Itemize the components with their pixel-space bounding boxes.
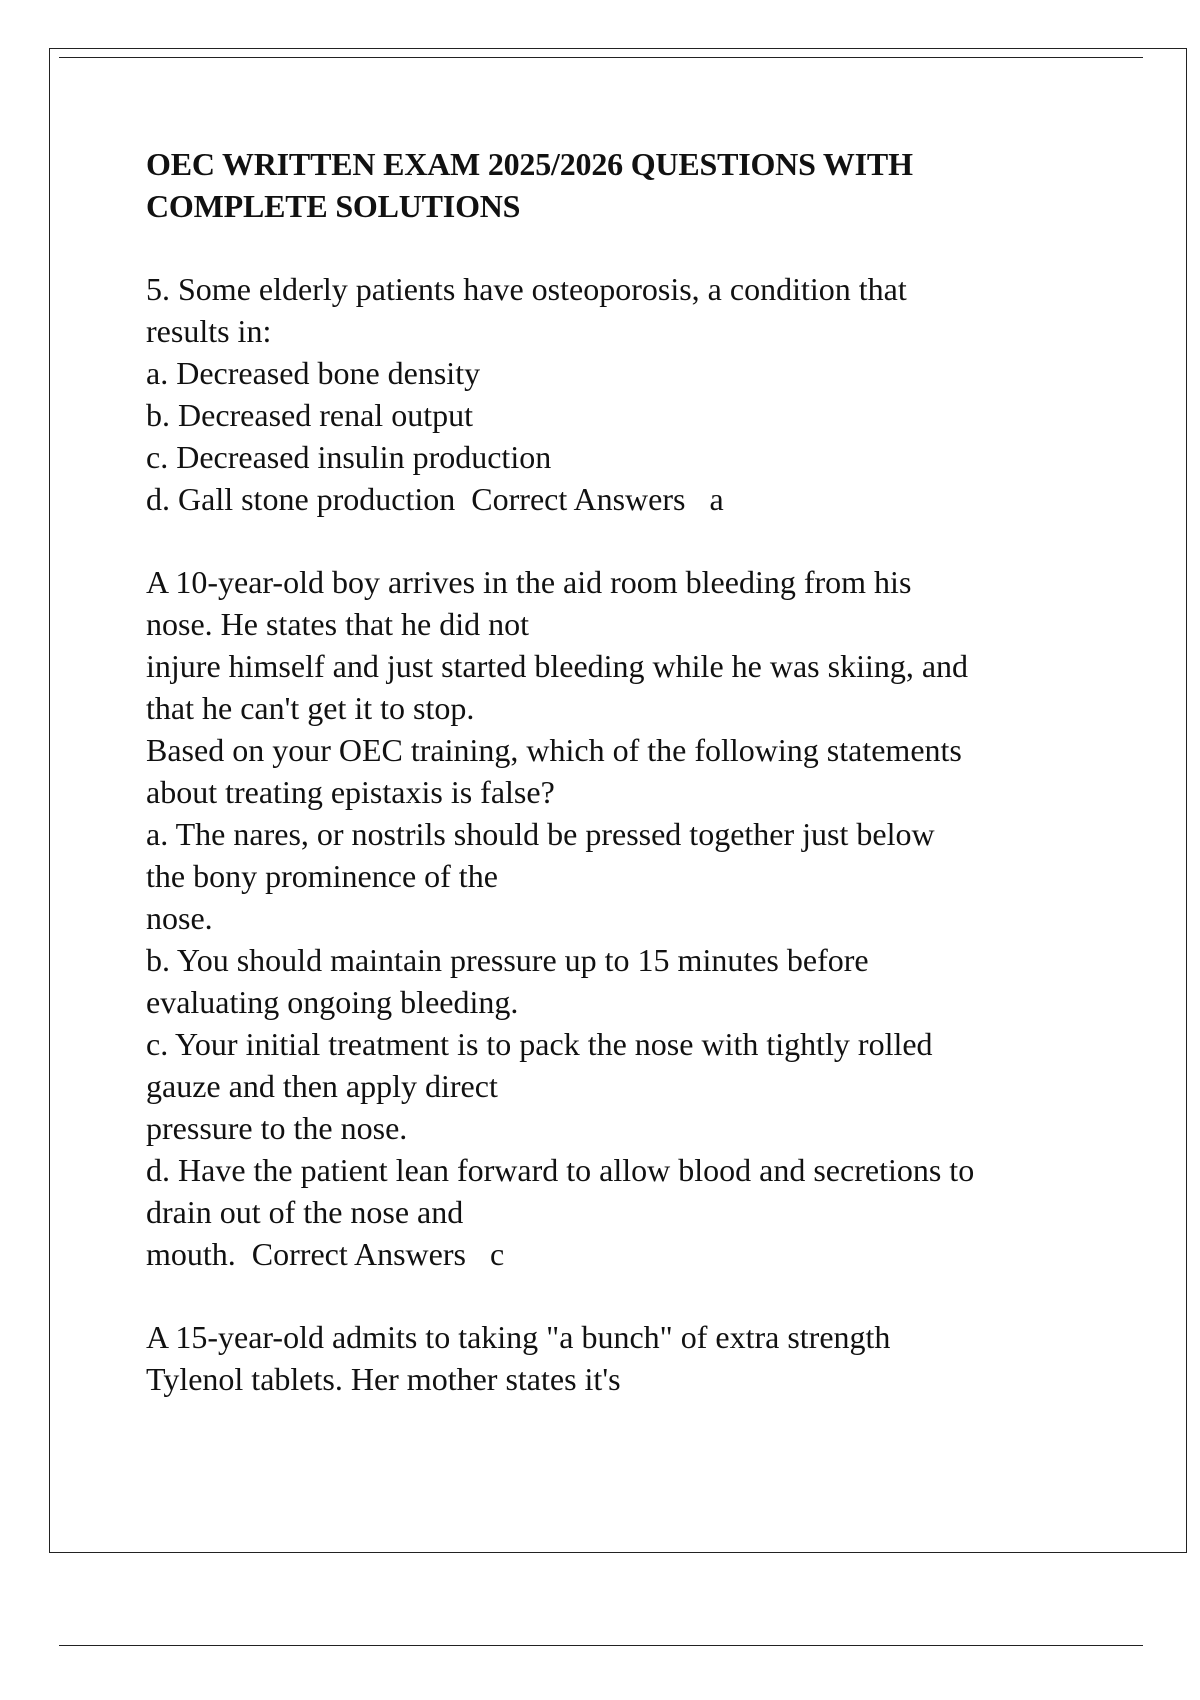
bottom-rule (59, 1645, 1143, 1646)
answer-option-a: the bony prominence of the (146, 858, 498, 894)
answer-option-a: nose. (146, 900, 213, 936)
answer-option-d: mouth. Correct Answers c (146, 1236, 505, 1272)
answer-option-a: a. The nares, or nostrils should be pressed together just below (146, 816, 935, 852)
document-content (146, 143, 1106, 1441)
answer-option-d: d. Gall stone production Correct Answers a (146, 481, 724, 517)
answer-option-b: b. Decreased renal output (146, 397, 473, 433)
answer-option-c: gauze and then apply direct (146, 1068, 498, 1104)
question-line: that he can't get it to stop. (146, 690, 475, 726)
answer-option-d: d. Have the patient lean forward to allow blood and secretions to (146, 1152, 975, 1188)
answer-option-a: a. Decreased bone density (146, 355, 481, 391)
question-tylenol (146, 1316, 1106, 1400)
answer-option-c: c. Decreased insulin production (146, 439, 552, 475)
document-title (146, 143, 1106, 227)
question-line: results in: (146, 313, 272, 349)
answer-option-b: b. You should maintain pressure up to 15 minutes before (146, 942, 869, 978)
answer-option-b: evaluating ongoing bleeding. (146, 984, 519, 1020)
question-line: nose. He states that he did not (146, 606, 530, 642)
question-line: injure himself and just started bleeding while he was skiing, and (146, 648, 969, 684)
answer-option-c: pressure to the nose. (146, 1110, 408, 1146)
question-line: A 15-year-old admits to taking "a bunch" of extra strength (146, 1319, 891, 1355)
question-line: Based on your OEC training, which of the following statements (146, 732, 962, 768)
question-line: 5. Some elderly patients have osteoporosis, a condition that (146, 271, 907, 307)
answer-option-c: c. Your initial treatment is to pack the nose with tightly rolled (146, 1026, 933, 1062)
title-line-1: OEC WRITTEN EXAM 2025/2026 QUESTIONS WITH (146, 146, 913, 182)
title-line-2: COMPLETE SOLUTIONS (146, 188, 521, 224)
answer-option-d: drain out of the nose and (146, 1194, 464, 1230)
question-epistaxis (146, 561, 1106, 1275)
question-line: about treating epistaxis is false? (146, 774, 555, 810)
question-line: Tylenol tablets. Her mother states it's (146, 1361, 621, 1397)
question-osteoporosis (146, 268, 1106, 520)
question-line: A 10-year-old boy arrives in the aid room bleeding from his (146, 564, 912, 600)
